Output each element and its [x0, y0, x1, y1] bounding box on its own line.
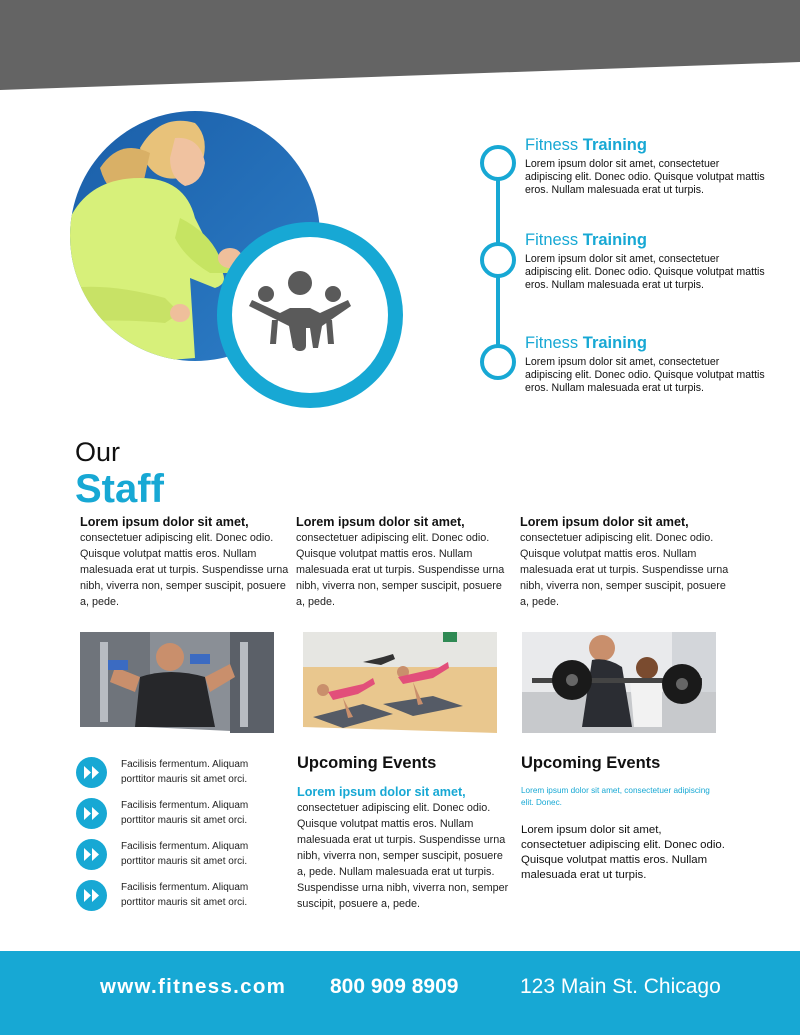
events-title: Upcoming Events [521, 754, 661, 772]
timeline-item [525, 230, 765, 291]
events-subtitle: Lorem ipsum dolor sit amet, [297, 785, 466, 799]
staff-heading-big: Staff [75, 467, 164, 511]
feature-bullet [76, 757, 276, 791]
events-small-text: Lorem ipsum dolor sit amet, consectetuer adipiscing elit. Donec. [521, 786, 710, 807]
footer-address: 123 Main St. Chicago [520, 975, 721, 998]
gym-photo-weights-machine [80, 632, 274, 733]
staff-column-text: consectetuer adipiscing elit. Donec odio. Quisque volutpat mattis eros. Nullam malesuada erat ut turpis. Suspendisse urna nibh, viverra non, semper suscipit, posuere a, pede. [296, 532, 505, 608]
feature-bullet-text: Facilisis fermentum. Aliquam porttitor mauris sit amet orci. [121, 800, 249, 826]
timeline-item-text: Lorem ipsum dolor sit amet, consectetuer adipiscing elit. Donec odio. Quisque volutpat mattis eros. Nullam malesuada erat ut turpis. [525, 253, 765, 291]
feature-bullet [76, 880, 276, 914]
staff-column-heading: Lorem ipsum dolor sit amet, [296, 515, 465, 529]
events-text: Lorem ipsum dolor sit amet, consectetuer adipiscing elit. Donec odio. Quisque volutpat mattis eros. Nullam malesuada erat ut turpis. [521, 824, 725, 881]
events-title: Upcoming Events [297, 754, 437, 772]
timeline-item-text: Lorem ipsum dolor sit amet, consectetuer adipiscing elit. Donec odio. Quisque volutpat mattis eros. Nullam malesuada erat ut turpis. [525, 356, 765, 394]
feature-bullet [76, 839, 276, 873]
gym-photo-barbell-training [522, 632, 716, 733]
fast-forward-icon [76, 880, 107, 911]
feature-bullet-text: Facilisis fermentum. Aliquam porttitor mauris sit amet orci. [121, 882, 249, 908]
timeline-item [525, 333, 765, 394]
events-text: consectetuer adipiscing elit. Donec odio. Quisque volutpat mattis eros. Nullam malesuada erat ut turpis. Suspendisse urna nibh, viverra non, semper suscipit, posuere a, pede. Nullam malesuada erat ut turpis. Suspendisse urna nibh, viverra non, semper suscipit, posuere a, pede. [297, 802, 509, 910]
fast-forward-icon [76, 798, 107, 829]
timeline-item [525, 135, 765, 196]
fast-forward-icon [76, 757, 107, 788]
staff-column-heading: Lorem ipsum dolor sit amet, [80, 515, 249, 529]
staff-column-heading: Lorem ipsum dolor sit amet, [520, 515, 689, 529]
upcoming-events-middle [297, 752, 512, 912]
timeline-node [480, 344, 516, 380]
timeline-node [480, 145, 516, 181]
staff-heading [75, 437, 164, 511]
timeline-node [480, 242, 516, 278]
hero-image-group [70, 108, 410, 418]
footer-bar [0, 951, 800, 1035]
staff-column [520, 514, 732, 610]
training-timeline [478, 132, 778, 402]
upcoming-events-right [521, 752, 736, 883]
feature-bullet-text: Facilisis fermentum. Aliquam porttitor mauris sit amet orci. [121, 759, 249, 785]
top-header-band [0, 0, 800, 92]
staff-heading-small: Our [75, 437, 121, 467]
staff-column [80, 514, 292, 610]
staff-column-text: consectetuer adipiscing elit. Donec odio. Quisque volutpat mattis eros. Nullam malesuada erat ut turpis. Suspendisse urna nibh, viverra non, semper suscipit, posuere a, pede. [520, 532, 729, 608]
timeline-item-text: Lorem ipsum dolor sit amet, consectetuer adipiscing elit. Donec odio. Quisque volutpat mattis eros. Nullam malesuada erat ut turpis. [525, 158, 765, 196]
footer-phone: 800 909 8909 [330, 975, 459, 998]
staff-column [296, 514, 508, 610]
staff-column-text: consectetuer adipiscing elit. Donec odio. Quisque volutpat mattis eros. Nullam malesuada erat ut turpis. Suspendisse urna nibh, viverra non, semper suscipit, posuere a, pede. [80, 532, 289, 608]
fast-forward-icon [76, 839, 107, 870]
footer-website-link[interactable]: www.fitness.com [100, 975, 287, 998]
feature-bullet [76, 798, 276, 832]
timeline-item-title: Fitness Training [525, 231, 647, 249]
feature-bullet-text: Facilisis fermentum. Aliquam porttitor mauris sit amet orci. [121, 841, 249, 867]
timeline-item-title: Fitness Training [525, 334, 647, 352]
timeline-item-title: Fitness Training [525, 136, 647, 154]
gym-photo-yoga-class [303, 632, 497, 733]
